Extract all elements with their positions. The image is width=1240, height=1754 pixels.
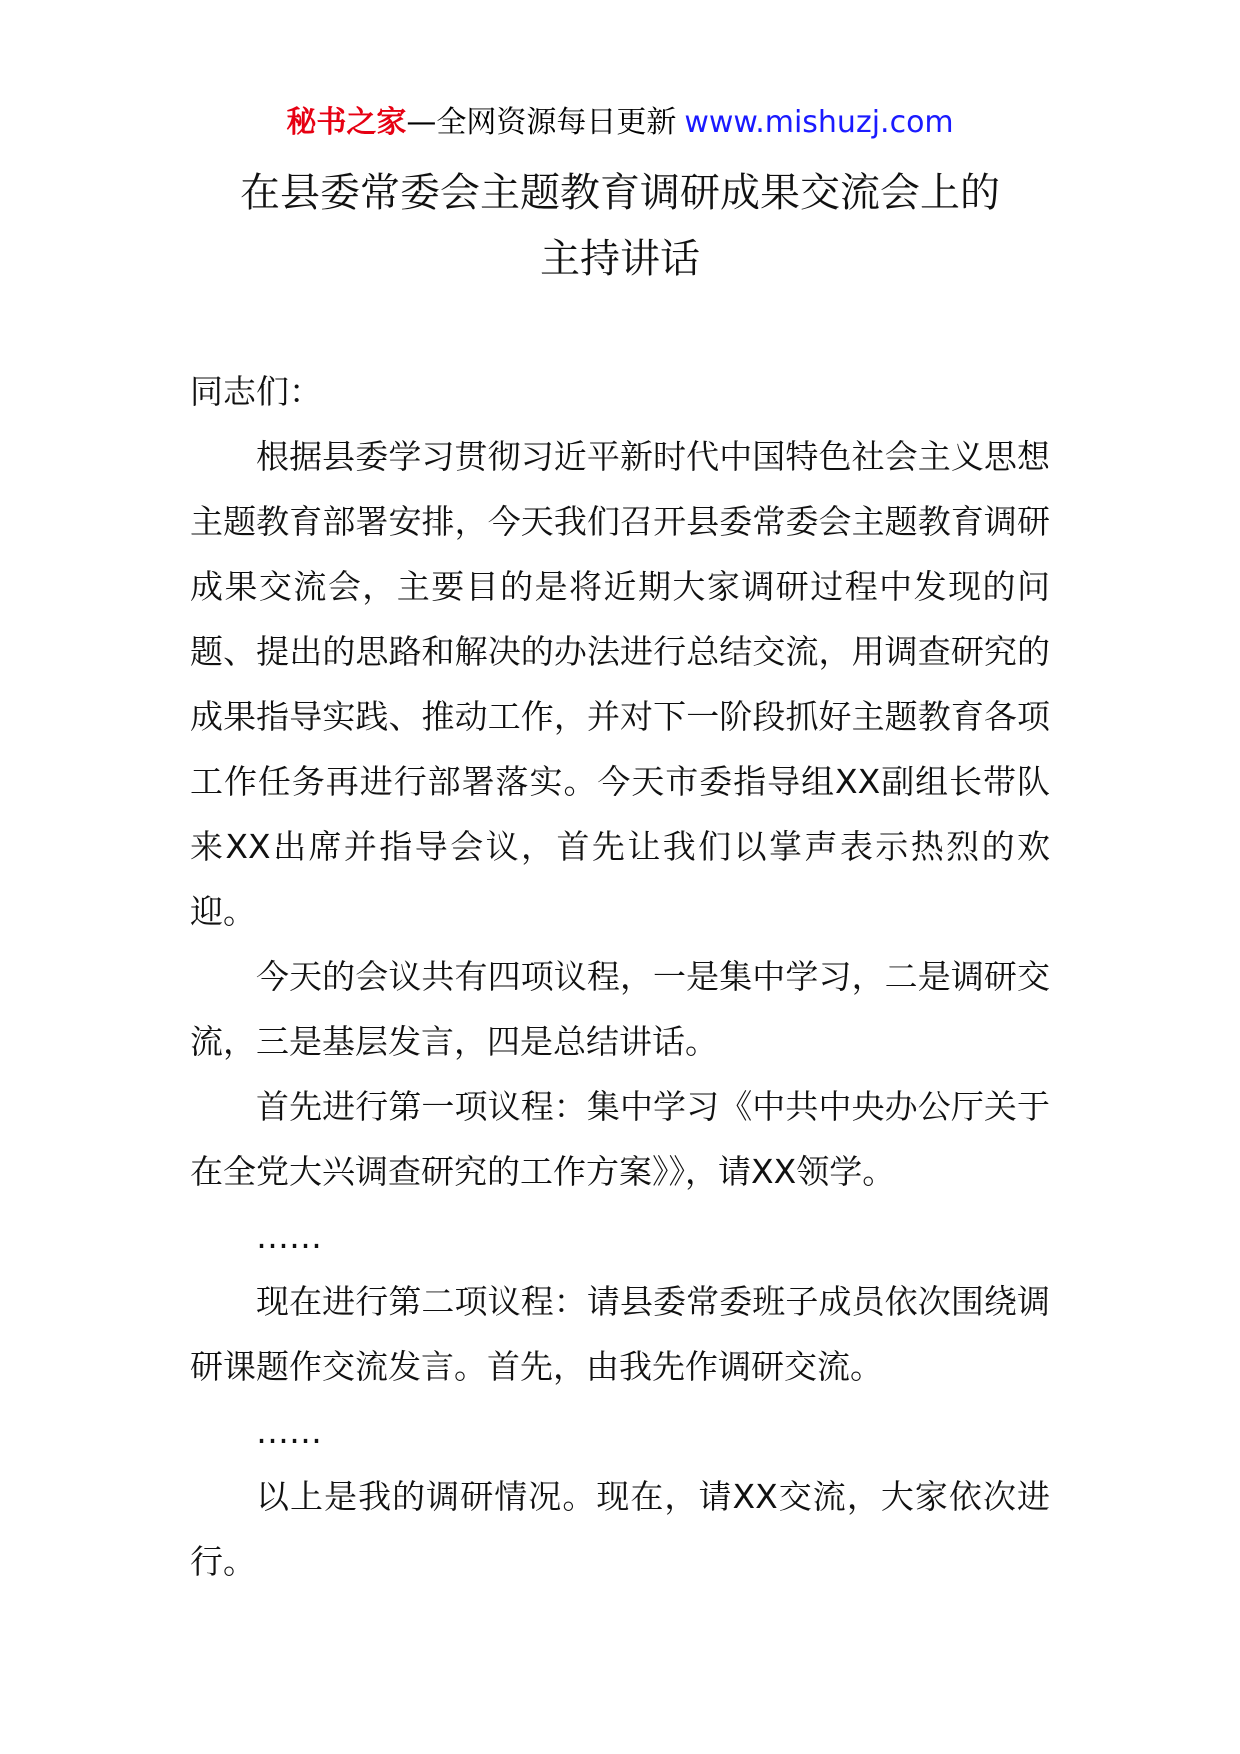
ellipsis-1: …… (256, 1217, 322, 1256)
title-line-2: 主持讲话 (540, 236, 700, 282)
paragraph-5: 以上是我的调研情况。现在，请XX交流，大家依次进行。 (190, 1477, 1050, 1581)
paragraph-4: 现在进行第二项议程：请县委常委班子成员依次围绕调研课题作交流发言。首先，由我先作调研交流。 (190, 1282, 1050, 1386)
site-url-link[interactable]: www.mishuzj.com (684, 105, 954, 140)
site-slogan: —全网资源每日更新 (406, 105, 677, 140)
document-title (0, 160, 1240, 292)
title-line-1: 在县委常委会主题教育调研成果交流会上的 (240, 170, 1000, 216)
greeting: 同志们： (190, 372, 322, 411)
paragraph-3: 首先进行第一项议程：集中学习《中共中央办公厅关于在全党大兴调查研究的工作方案》》，请XX领学。 (190, 1087, 1050, 1191)
paragraph-2: 今天的会议共有四项议程，一是集中学习，二是调研交流，三是基层发言，四是总结讲话。 (190, 957, 1050, 1061)
site-header (0, 103, 1240, 143)
document-body (190, 359, 1050, 1594)
site-brand: 秘书之家 (286, 105, 407, 140)
ellipsis-2: …… (256, 1412, 322, 1451)
paragraph-1: 根据县委学习贯彻习近平新时代中国特色社会主义思想主题教育部署安排，今天我们召开县委常委会主题教育调研成果交流会，主要目的是将近期大家调研过程中发现的问题、提出的思路和解决的办法进行总结交流，用调查研究的成果指导实践、推动工作，并对下一阶段抓好主题教育各项工作任务再进行部署落实。今天市委指导组XX副组长带队来XX出席并指导会议，首先让我们以掌声表示热烈的欢迎。 (190, 437, 1050, 931)
